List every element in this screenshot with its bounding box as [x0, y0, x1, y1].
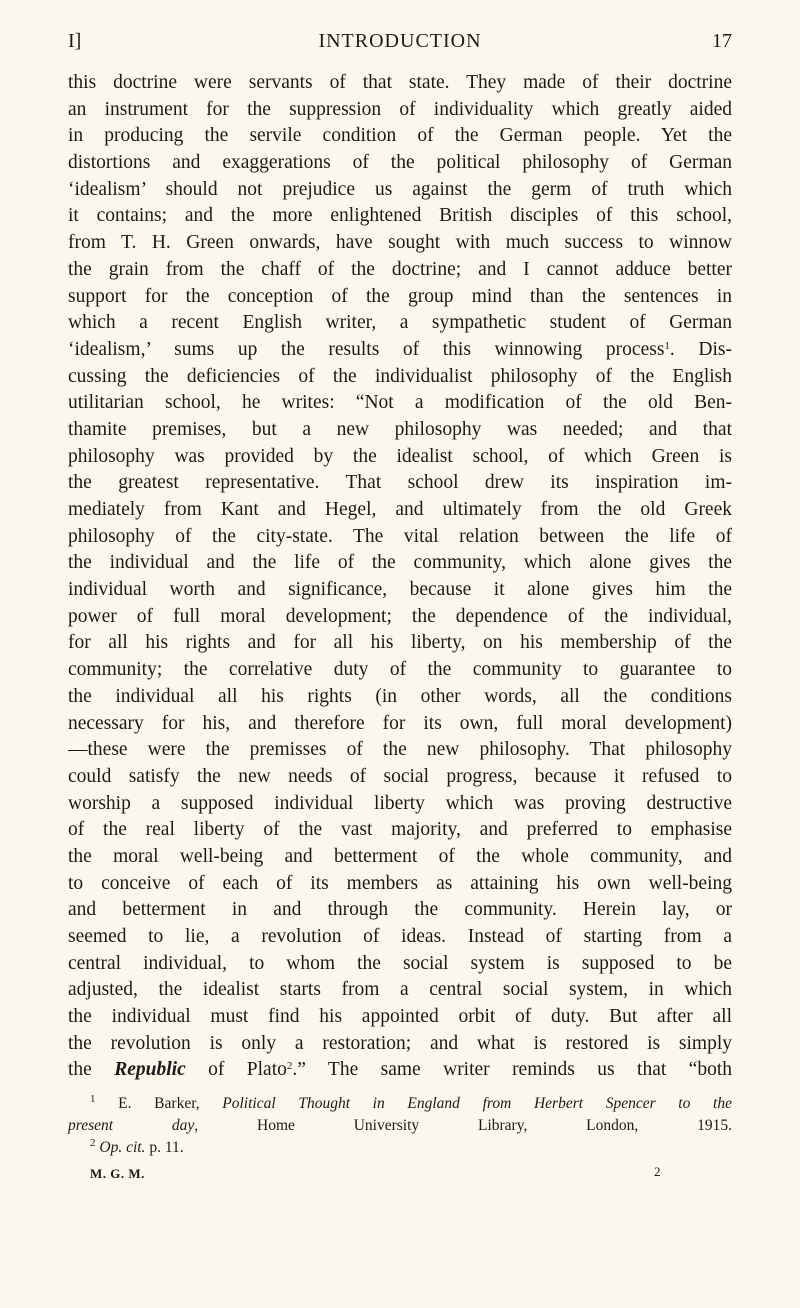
text-line	[68, 257, 732, 284]
text-run: the individual and the life of the community, which alone gives the	[68, 552, 732, 574]
text-line	[68, 470, 732, 497]
footnotes	[68, 1093, 732, 1159]
text-run: could satisfy the new needs of social progress, because it refused to	[68, 765, 732, 787]
text-line	[68, 1004, 732, 1031]
text-run: E. Barker,	[95, 1095, 223, 1112]
footnote-line	[68, 1115, 732, 1137]
footnote-ref: 1	[664, 339, 670, 352]
text-run: the grain from the chaff of the doctrine; and I cannot adduce better	[68, 258, 732, 280]
text-run: in producing the servile condition of the German people. Yet the	[68, 125, 732, 147]
text-line	[68, 1031, 732, 1058]
chapter-marker: I]	[68, 30, 82, 52]
text-run: of the real liberty of the vast majority, and preferred to emphasise	[68, 819, 732, 841]
text-line	[68, 497, 732, 524]
text-run: necessary for his, and therefore for its own, full moral development)	[68, 712, 732, 734]
text-run: —these were the premisses of the new philosophy. That philosophy	[68, 739, 732, 761]
text-line	[68, 177, 732, 204]
text-run: this doctrine were servants of that state. They made of their doctrine	[68, 72, 732, 93]
text-run: ‘idealism’ should not prejudice us against the germ of truth which	[68, 178, 732, 200]
text-run: Republic	[114, 1059, 186, 1081]
text-run: seemed to lie, a revolution of ideas. Instead of starting from a	[68, 926, 732, 947]
footnote-line	[68, 1093, 732, 1115]
text-line	[68, 550, 732, 577]
text-run: central individual, to whom the social system is supposed to be	[68, 952, 732, 974]
text-line	[68, 604, 732, 631]
text-line	[68, 97, 732, 124]
page-number: 17	[712, 30, 732, 52]
signature-mark: M. G. M.	[90, 1166, 145, 1181]
text-line	[68, 284, 732, 311]
footnote-ref: 2	[90, 1137, 96, 1149]
text-run: philosophy was provided by the idealist school, of which Green is	[68, 445, 732, 467]
text-run: individual worth and significance, because it alone gives him the	[68, 579, 732, 601]
text-line	[68, 711, 732, 738]
text-run: present day	[68, 1117, 195, 1134]
text-run: support for the conception of the group mind than the sentences in	[68, 285, 732, 307]
text-line	[68, 390, 732, 417]
text-line	[68, 444, 732, 471]
text-line	[68, 844, 732, 871]
text-run: it contains; and the more enlightened British disciples of this school,	[68, 205, 732, 227]
text-run: the	[68, 1059, 115, 1081]
text-line	[68, 684, 732, 711]
text-line	[68, 310, 732, 337]
text-line	[68, 364, 732, 391]
text-line	[68, 871, 732, 898]
text-run: community; the correlative duty of the community to guarantee to	[68, 659, 732, 681]
text-line	[68, 924, 732, 951]
text-run: ‘idealism,’ sums up the results of this winnowing process	[68, 338, 665, 360]
text-line	[68, 203, 732, 230]
text-run: and betterment in and through the community. Herein lay, or	[68, 899, 732, 921]
gathering-number: 2	[654, 1164, 661, 1179]
text-run: thamite premises, but a new philosophy was needed; and that	[68, 418, 732, 440]
text-line	[68, 817, 732, 844]
text-run: which a recent English writer, a sympathetic student of German	[68, 312, 732, 334]
text-run: worship a supposed individual liberty which was proving destructive	[68, 792, 732, 814]
text-line	[68, 951, 732, 978]
text-run: cussing the deficiencies of the individualist philosophy of the English	[68, 365, 732, 387]
footnote-ref: 1	[90, 1093, 96, 1105]
text-line	[68, 791, 732, 818]
text-line	[68, 150, 732, 177]
text-line	[68, 657, 732, 684]
text-run: philosophy of the city-state. The vital relation between the life of	[68, 525, 732, 547]
text-run: the greatest representative. That school drew its inspiration im-	[68, 472, 732, 494]
text-run: distortions and exaggerations of the political philosophy of German	[68, 152, 732, 174]
text-run: the individual all his rights (in other words, all the conditions	[68, 685, 732, 707]
text-run: power of full moral development; the dependence of the individual,	[68, 605, 732, 627]
text-run: Political Thought in England from Herbert Spencer to the	[222, 1095, 732, 1112]
text-line	[68, 1057, 732, 1084]
text-run: the revolution is only a restoration; and what is restored is simply	[68, 1032, 732, 1054]
text-run: of Plato	[185, 1059, 287, 1081]
text-run: from T. H. Green onwards, have sought with much success to winnow	[68, 232, 732, 254]
text-run: p. 11.	[145, 1139, 184, 1156]
text-line	[68, 123, 732, 150]
text-run: adjusted, the idealist starts from a central social system, in which	[68, 979, 732, 1001]
text-run: the individual must find his appointed orbit of duty. But after all	[68, 1006, 732, 1028]
text-line	[68, 897, 732, 924]
text-run: , Home University Library, London, 1915.	[194, 1117, 732, 1134]
text-run: for all his rights and for all his liberty, on his membership of the	[68, 632, 732, 654]
text-run: the moral well-being and betterment of the whole community, and	[68, 845, 732, 867]
running-header	[68, 30, 732, 60]
text-line	[68, 977, 732, 1004]
text-line	[68, 524, 732, 551]
text-run: .” The same writer reminds us that “both	[292, 1059, 732, 1081]
text-run: utilitarian school, he writes: “Not a modification of the old Ben-	[68, 392, 732, 414]
text-run: . Dis-	[669, 338, 732, 360]
text-run: Op. cit.	[99, 1139, 146, 1156]
text-line	[68, 337, 732, 364]
body-text	[68, 70, 732, 1084]
text-line	[68, 577, 732, 604]
footnote-ref: 2	[286, 1060, 293, 1073]
text-run: to conceive of each of its members as attaining his own well-being	[68, 872, 732, 894]
text-line	[68, 417, 732, 444]
text-line	[68, 70, 732, 97]
text-run: mediately from Kant and Hegel, and ultimately from the old Greek	[68, 499, 732, 520]
footnote-line	[68, 1137, 732, 1159]
text-run: an instrument for the suppression of individuality which greatly aided	[68, 98, 732, 120]
text-line	[68, 630, 732, 657]
text-line	[68, 230, 732, 257]
running-title: INTRODUCTION	[318, 30, 482, 52]
text-line	[68, 737, 732, 764]
text-line	[68, 764, 732, 791]
